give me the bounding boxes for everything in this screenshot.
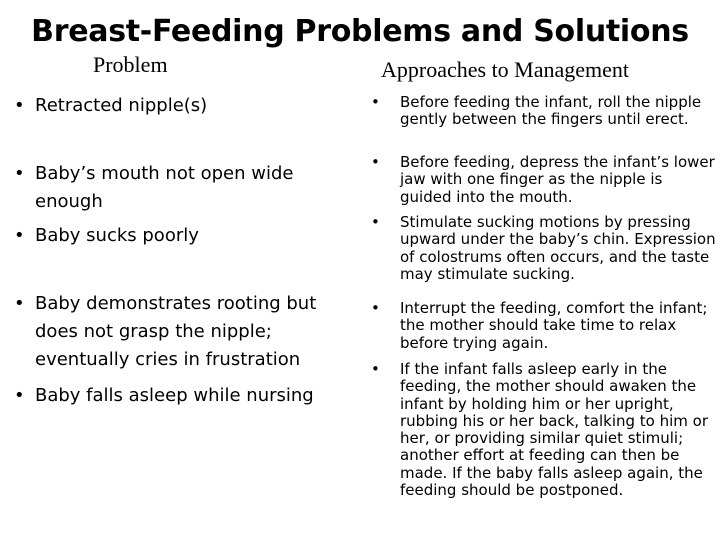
bullet-icon: • <box>14 225 25 246</box>
approach-text: Interrupt the feeding, comfort the infant; the mother should take time to relax before trying again. <box>400 299 708 352</box>
problem-item <box>14 92 354 120</box>
problem-item <box>14 290 354 374</box>
approach-item <box>365 94 717 129</box>
approach-item <box>365 361 717 499</box>
bullet-icon: • <box>14 385 25 406</box>
bullet-icon: • <box>371 213 380 231</box>
approach-text: Before feeding the infant, roll the nipple gently between the fingers until erect. <box>400 93 702 129</box>
problem-item <box>14 160 354 216</box>
bullet-icon: • <box>371 360 380 378</box>
bullet-icon: • <box>14 95 25 116</box>
bullet-icon: • <box>14 293 25 314</box>
approach-item <box>365 300 717 352</box>
bullet-icon: • <box>371 153 380 171</box>
problem-text: Baby demonstrates rooting but does not grasp the nipple; eventually cries in frustration <box>35 293 317 370</box>
approach-text: Stimulate sucking motions by pressing upward under the baby’s chin. Expression of colostrums often occurs, and the taste may stimulate sucking. <box>400 213 716 283</box>
bullet-icon: • <box>371 93 380 111</box>
approach-text: If the infant falls asleep early in the feeding, the mother should awaken the infant by holding him or her upright, rubbing his or her back, talking to him or her, or providing similar quiet stimuli; another effort at feeding can then be made. If the baby falls asleep again, the feeding should be postponed. <box>400 360 709 500</box>
bullet-icon: • <box>14 163 25 184</box>
problem-text: Baby’s mouth not open wide enough <box>35 163 294 212</box>
approach-item <box>365 154 717 206</box>
approach-column-heading: Approaches to Management <box>381 57 630 82</box>
problem-text: Retracted nipple(s) <box>35 95 208 116</box>
problem-text: Baby sucks poorly <box>35 225 199 246</box>
approach-text: Before feeding, depress the infant’s lower jaw with one finger as the nipple is guided into the mouth. <box>400 153 715 206</box>
problem-column-heading: Problem <box>93 52 168 77</box>
bullet-icon: • <box>371 299 380 317</box>
slide-title: Breast-Feeding Problems and Solutions <box>31 14 689 49</box>
problem-item <box>14 382 354 410</box>
problem-text: Baby falls asleep while nursing <box>35 385 314 406</box>
approach-item <box>365 214 717 283</box>
problem-item <box>14 222 354 250</box>
